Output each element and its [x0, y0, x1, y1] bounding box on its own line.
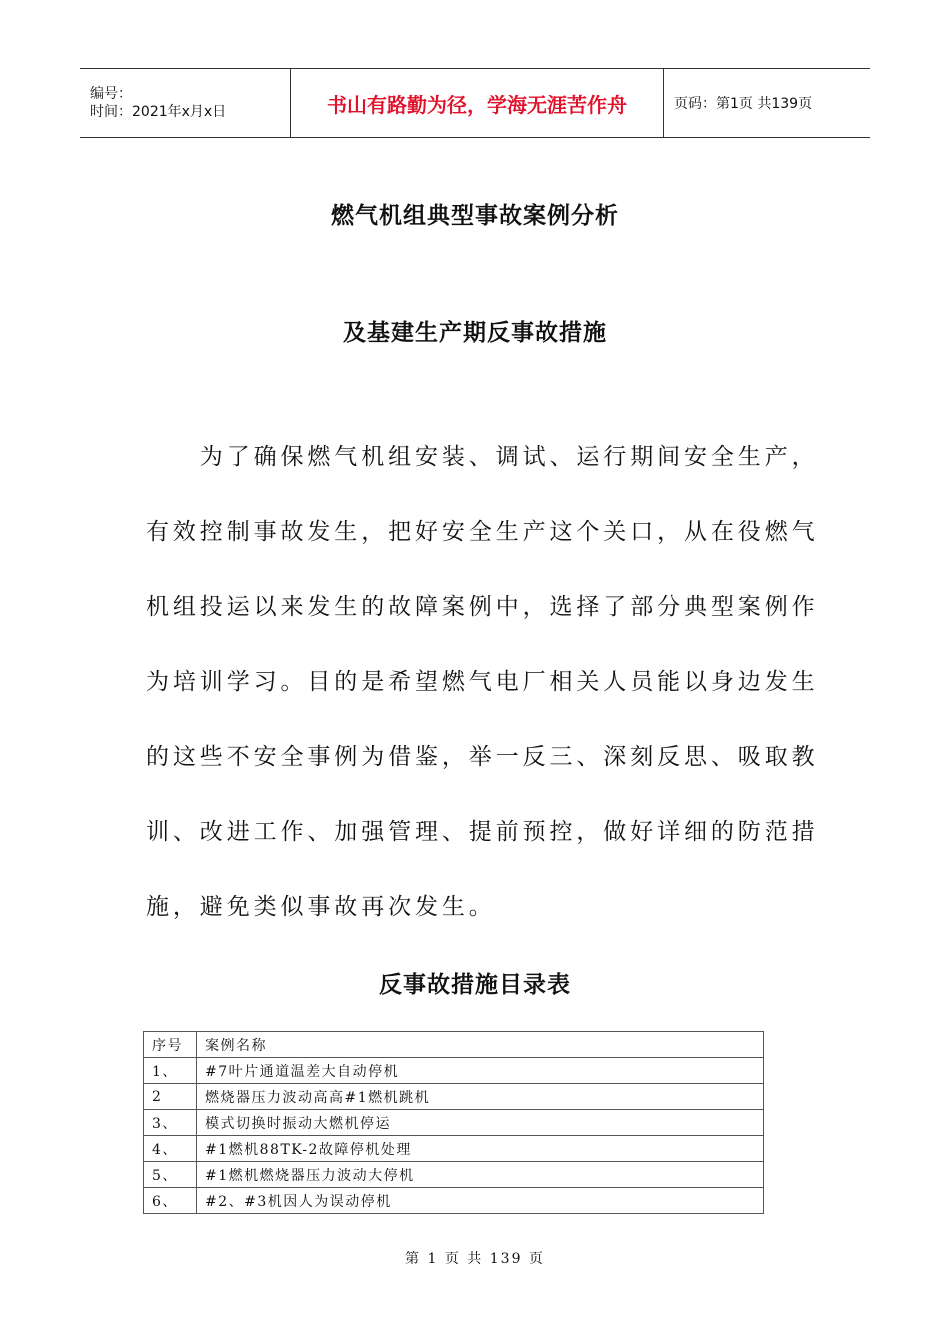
table-row [144, 1162, 764, 1188]
table-row [144, 1084, 764, 1110]
header-meta [80, 69, 291, 137]
row-no: 5、 [144, 1162, 197, 1188]
row-no: 4、 [144, 1136, 197, 1162]
paragraph-line: 训、改进工作、加强管理、提前预控，做好详细的防范措 [146, 819, 819, 845]
row-name: #7叶片通道温差大自动停机 [197, 1058, 764, 1084]
row-no: 3、 [144, 1110, 197, 1136]
document-title-line1: 燃气机组典型事故案例分析 [331, 203, 619, 229]
toc-table [143, 1031, 764, 1214]
paragraph-line: 有效控制事故发生，把好安全生产这个关口，从在役燃气 [146, 519, 819, 545]
paragraph-line: 为了确保燃气机组安装、调试、运行期间安全生产， [146, 444, 819, 470]
table-row [144, 1188, 764, 1214]
row-name: 模式切换时振动大燃机停运 [197, 1110, 764, 1136]
page-info-text: 页码：第1页 共139页 [674, 96, 813, 112]
document-header [80, 68, 870, 138]
document-title-line2: 及基建生产期反事故措施 [343, 320, 607, 346]
table-row [144, 1058, 764, 1084]
motto-text: 书山有路勤为径，学海无涯苦作舟 [327, 92, 627, 117]
row-no: 6、 [144, 1188, 197, 1214]
header-name: 案例名称 [197, 1032, 764, 1058]
row-no: 2 [144, 1084, 197, 1110]
number-label: 编号： [90, 86, 132, 102]
page-footer: 第 1 页 共 139 页 [405, 1251, 545, 1267]
header-motto [291, 69, 664, 137]
row-name: #1燃机88TK-2故障停机处理 [197, 1136, 764, 1162]
header-no: 序号 [144, 1032, 197, 1058]
header-page-info [664, 69, 870, 137]
row-name: 燃烧器压力波动高高#1燃机跳机 [197, 1084, 764, 1110]
row-no: 1、 [144, 1058, 197, 1084]
table-row [144, 1110, 764, 1136]
paragraph-line: 机组投运以来发生的故障案例中，选择了部分典型案例作 [146, 594, 819, 620]
time-label: 时间：2021年x月x日 [90, 104, 227, 120]
toc-title: 反事故措施目录表 [379, 972, 571, 998]
table-row [144, 1136, 764, 1162]
paragraph-line: 的这些不安全事例为借鉴，举一反三、深刻反思、吸取教 [146, 744, 819, 770]
row-name: #1燃机燃烧器压力波动大停机 [197, 1162, 764, 1188]
paragraph-line: 为培训学习。目的是希望燃气电厂相关人员能以身边发生 [146, 669, 819, 695]
intro-paragraph [146, 420, 819, 945]
paragraph-line: 施，避免类似事故再次发生。 [146, 894, 496, 920]
table-header-row [144, 1032, 764, 1058]
row-name: #2、#3机因人为误动停机 [197, 1188, 764, 1214]
